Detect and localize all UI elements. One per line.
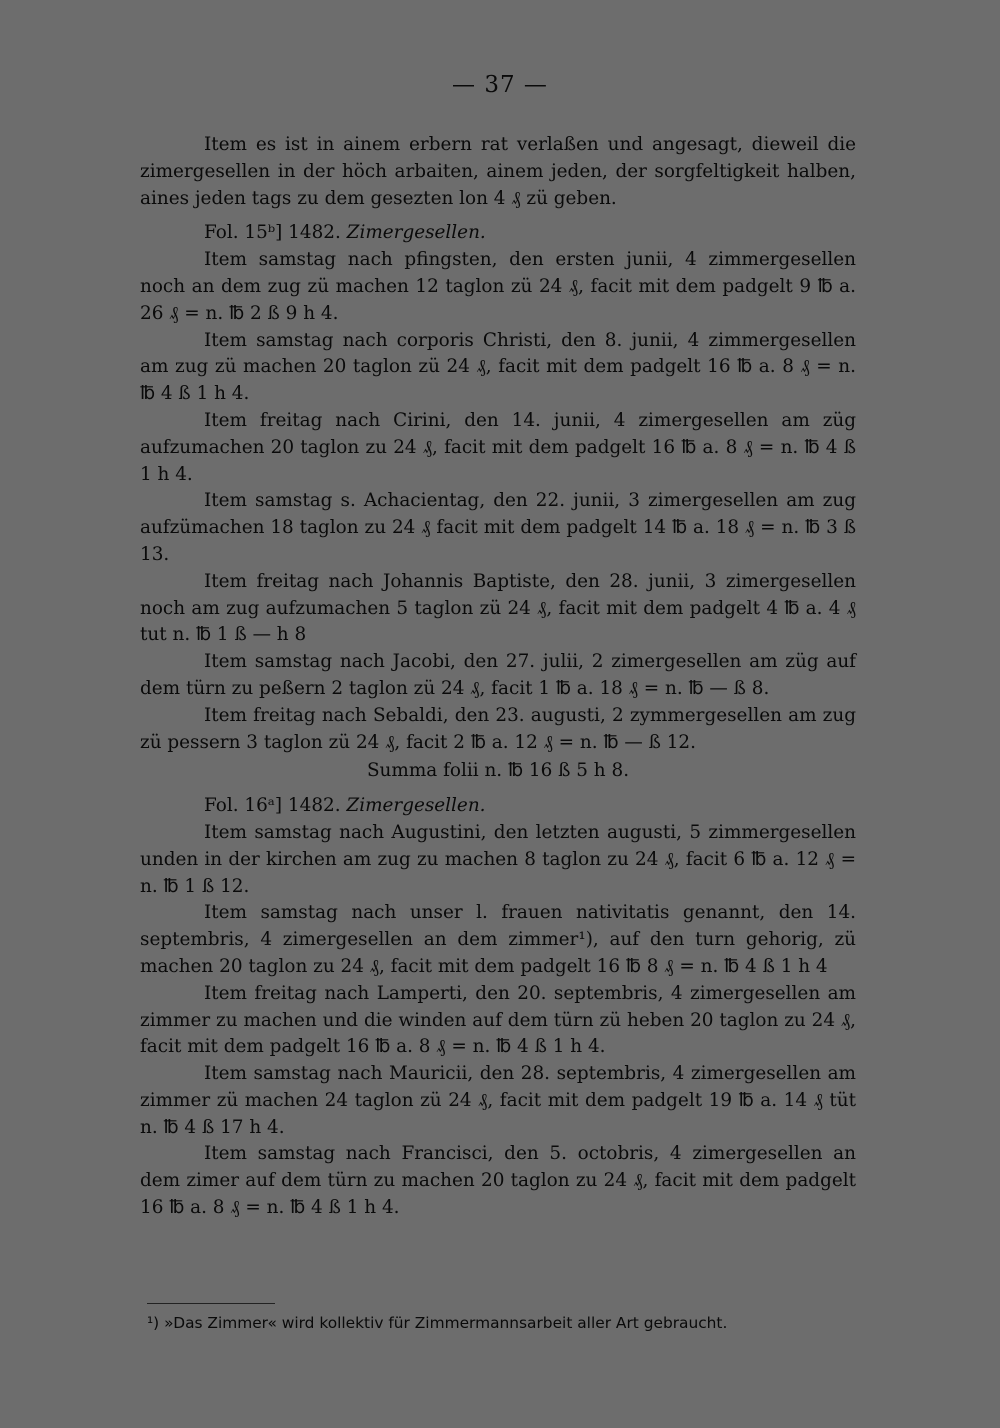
folio-title: Zimergesellen.: [346, 795, 486, 817]
entry-paragraph: [140, 488, 856, 568]
entry-paragraph: [140, 408, 856, 488]
entry-paragraph: [140, 247, 856, 327]
paragraph-text: Item samstag nach pfingsten, den ersten junii, 4 zimmergesellen noch an dem zug zü machen 12 taglon zü 24 ₰, facit mit dem padgelt 9 ℔ a. 26 ₰ = n. ℔ 2 ß 9 h 4.: [140, 249, 856, 324]
entry-paragraph: [140, 649, 856, 703]
paragraph-text: Item samstag nach corporis Christi, den 8. junii, 4 zimmergesellen am zug zü machen 20 taglon zü 24 ₰, facit mit dem padgelt 16 ℔ a. 8 ₰ = n. ℔ 4 ß 1 h 4.: [140, 329, 856, 405]
footnote: ¹) »Das Zimmer« wird kollektiv für Zimmermannsarbeit aller Art gebraucht.: [147, 1314, 728, 1332]
entry-paragraph: [140, 132, 856, 212]
paragraph-text: Item freitag nach Sebaldi, den 23. augusti, 2 zymmergesellen am zug zü pessern 3 taglon zü 24 ₰, facit 2 ℔ a. 12 ₰ = n. ℔ — ß 12.: [140, 704, 856, 753]
paragraph-text: Item freitag nach Lamperti, den 20. septembris, 4 zimergesellen am zimmer zu machen und die winden auf dem türn zü heben 20 taglon zu 24 ₰, facit mit dem padgelt 16 ℔ a. 8 ₰ = n. ℔ 4 ß 1 h 4.: [140, 982, 856, 1058]
folio-heading: [140, 793, 856, 820]
page-number: — 37 —: [452, 72, 548, 98]
paragraph-text: Item es ist in ainem erbern rat verlaßen und angesagt, dieweil die zimergesellen in der höch arbaiten, ainem jeden, der sorgfeltigkeit halben, aines jeden tags zu dem gesezten lon 4 ₰ zü geben.: [140, 134, 856, 209]
paragraph-text: Item samstag s. Achacientag, den 22. junii, 3 zimergesellen am zug aufzümachen 18 taglon zu 24 ₰ facit mit dem padgelt 14 ℔ a. 18 ₰ = n. ℔ 3 ß 13.: [140, 490, 856, 565]
folio-sum: [140, 758, 856, 785]
folio-heading: [140, 220, 856, 247]
entry-paragraph: [140, 820, 856, 900]
entry-paragraph: [140, 981, 856, 1061]
entry-paragraph: [140, 328, 856, 408]
entry-paragraph: [140, 900, 856, 980]
entry-paragraph: [140, 1061, 856, 1141]
paragraph-text: Fol. 15ᵇ] 1482.: [204, 222, 347, 244]
paragraph-text: Item samstag nach Francisci, den 5. octobris, 4 zimergesellen an dem zimer auf dem türn zu machen 20 taglon zu 24 ₰, facit mit dem padgelt 16 ℔ a. 8 ₰ = n. ℔ 4 ß 1 h 4.: [140, 1143, 856, 1219]
paragraph-text: Fol. 16ᵃ] 1482.: [204, 795, 347, 817]
folio-title: Zimergesellen.: [346, 222, 486, 244]
entry-paragraph: [140, 1141, 856, 1221]
paragraph-text: Item freitag nach Johannis Baptiste, den 28. junii, 3 zimergesellen noch am zug aufzumachen 5 taglon zü 24 ₰, facit mit dem padgelt 4 ℔ a. 4 ₰ tut n. ℔ 1 ß — h 8: [140, 570, 856, 646]
footnote-rule: [147, 1303, 275, 1304]
paragraph-text: Item samstag nach Jacobi, den 27. julii, 2 zimergesellen am züg auf dem türn zu peßern 2 taglon zü 24 ₰, facit 1 ℔ a. 18 ₰ = n. ℔ — ß 8.: [140, 651, 856, 699]
entry-paragraph: [140, 703, 856, 757]
entry-paragraph: [140, 569, 856, 649]
paragraph-text: Item freitag nach Cirini, den 14. junii, 4 zimergesellen am züg aufzumachen 20 taglon zu 24 ₰, facit mit dem padgelt 16 ℔ a. 8 ₰ = n. ℔ 4 ß 1 h 4.: [140, 409, 856, 485]
paragraph-text: Item samstag nach unser l. frauen nativitatis genannt, den 14. septembris, 4 zimergesellen an dem zimmer¹), auf den turn gehorig, zü machen 20 taglon zu 24 ₰, facit mit dem padgelt 16 ℔ 8 ₰ = n. ℔ 4 ß 1 h 4: [140, 902, 856, 977]
paragraph-text: Summa folii n. ℔ 16 ß 5 h 8.: [366, 760, 630, 782]
body-text: [140, 132, 856, 1222]
paragraph-text: Item samstag nach Augustini, den letzten augusti, 5 zimmergesellen unden in der kirchen am zug zu machen 8 taglon zu 24 ₰, facit 6 ℔ a. 12 ₰ = n. ℔ 1 ß 12.: [140, 821, 856, 897]
paragraph-text: Item samstag nach Mauricii, den 28. septembris, 4 zimergesellen am zimmer zü machen 24 taglon zü 24 ₰, facit mit dem padgelt 19 ℔ a. 14 ₰ tüt n. ℔ 4 ß 17 h 4.: [140, 1063, 856, 1138]
